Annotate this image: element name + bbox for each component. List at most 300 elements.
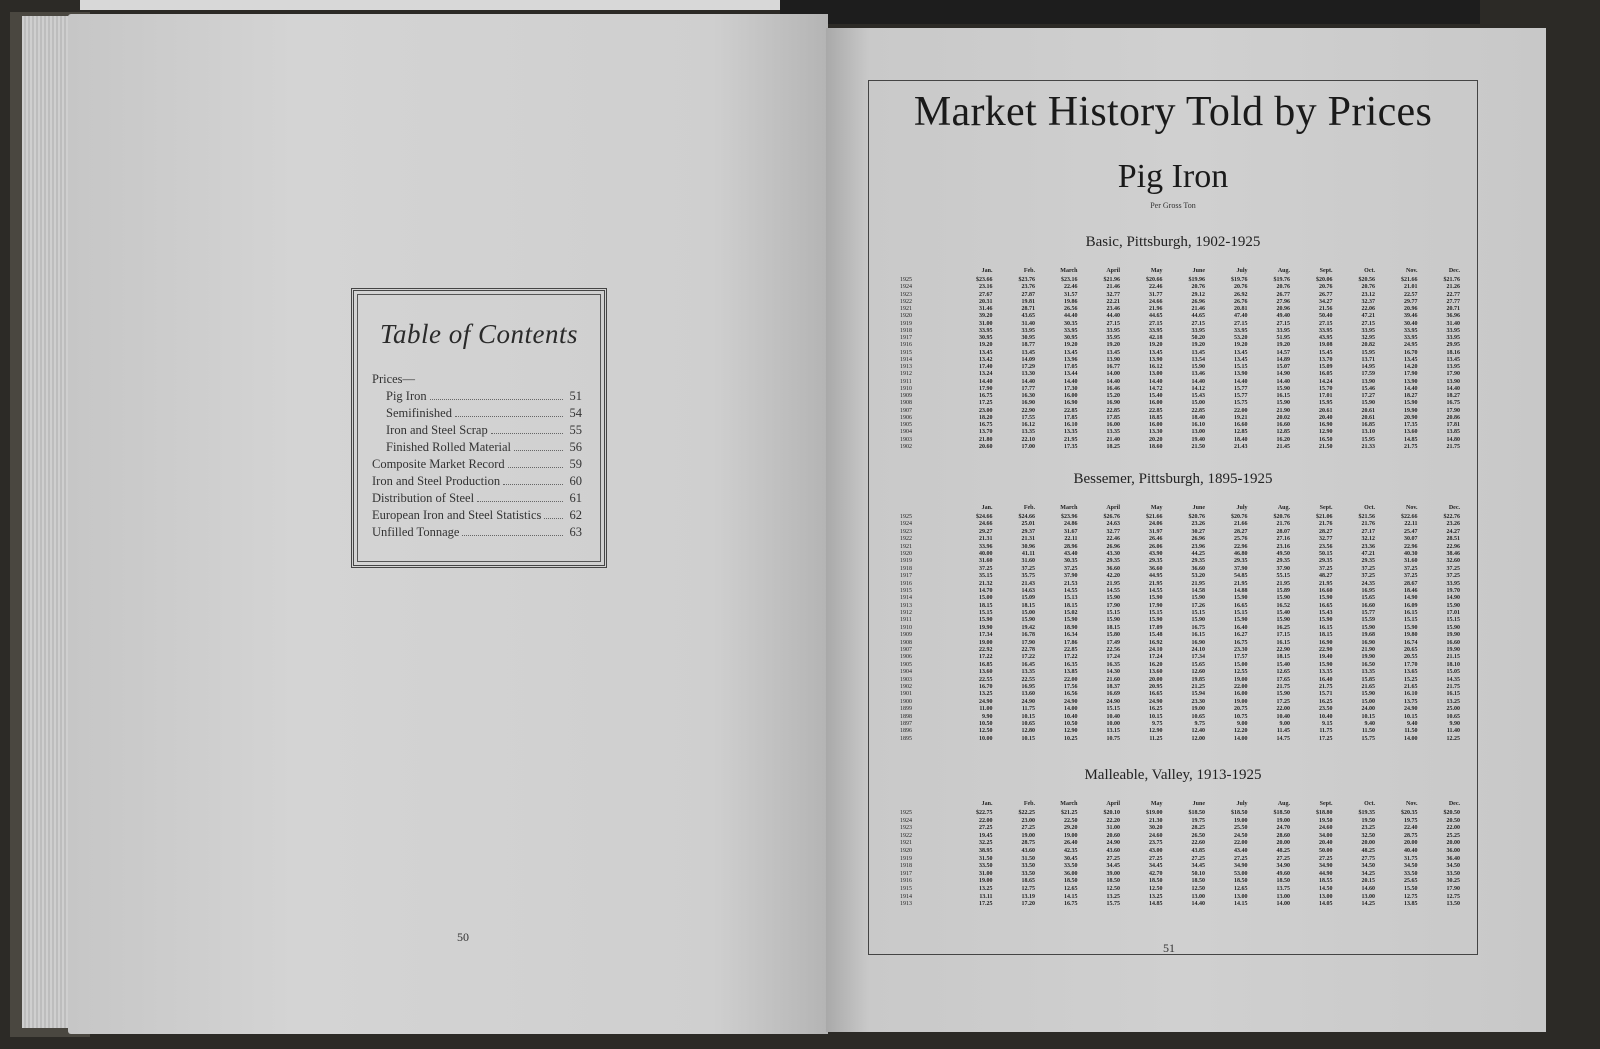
price-cell: 10.50	[1064, 720, 1078, 727]
price-cell: 43.65	[1021, 313, 1035, 320]
price-cell: 32.95	[1361, 335, 1375, 341]
price-cell: 40.00	[979, 550, 993, 557]
price-cell: 9.00	[1279, 720, 1290, 727]
price-cell: 15.00	[1191, 400, 1205, 407]
toc-leader-dots	[544, 518, 563, 519]
row-year: 1924	[900, 521, 912, 528]
toc-entry	[372, 473, 582, 490]
row-year: 1899	[900, 706, 912, 713]
price-cell: 20.61	[1361, 414, 1375, 421]
table-row	[900, 536, 1460, 543]
table-row	[900, 444, 1460, 451]
price-cell: 14.12	[1191, 385, 1205, 392]
price-cell: 23.16	[1276, 543, 1290, 550]
price-cell: 15.95	[1361, 349, 1375, 356]
price-cell: 24.86	[1064, 521, 1078, 528]
price-cell: 13.35	[1064, 429, 1078, 436]
price-cell: 27.25	[1021, 825, 1035, 832]
price-cell: 15.00	[1021, 610, 1035, 617]
price-cell: 16.27	[1234, 632, 1248, 639]
price-cell: 17.29	[1021, 364, 1035, 370]
price-cell: 34.45	[1191, 863, 1205, 870]
price-cell: $21.66	[1146, 514, 1163, 520]
price-cell: 24.90	[1106, 698, 1120, 705]
price-cell: 54.85	[1234, 573, 1248, 580]
price-cell: $21.25	[1061, 810, 1078, 816]
price-cell: 50.15	[1319, 550, 1333, 557]
toc-entry-label: Composite Market Record	[372, 457, 505, 471]
price-cell: 15.00	[1234, 661, 1248, 668]
price-cell: 22.50	[1064, 817, 1078, 824]
price-cell: 14.90	[1404, 595, 1418, 602]
row-year: 1903	[900, 676, 912, 683]
price-cell: 16.50	[1319, 436, 1333, 443]
price-cell: 43.95	[1319, 335, 1333, 341]
right-page-number: 51	[1163, 941, 1175, 955]
price-cell: 13.90	[1404, 378, 1418, 385]
price-cell: 47.40	[1234, 313, 1248, 320]
price-cell: 20.00	[1404, 840, 1418, 847]
table-row	[900, 306, 1460, 313]
price-cell: 20.60	[979, 443, 993, 450]
price-cell: 19.00	[1191, 706, 1205, 713]
price-cell: 17.90	[1149, 602, 1163, 609]
price-cell: 14.40	[1446, 385, 1460, 392]
price-cell: 33.95	[1404, 335, 1418, 341]
row-year: 1914	[900, 356, 912, 363]
price-cell: 15.40	[1276, 610, 1290, 617]
price-cell: 30.95	[979, 335, 993, 341]
price-cell: 13.50	[1446, 901, 1460, 908]
price-cell: 24.60	[1319, 825, 1333, 832]
price-cell: 10.15	[1361, 713, 1375, 720]
price-cell: 20.96	[1276, 306, 1290, 312]
price-cell: 17.22	[979, 654, 993, 661]
section-title-basic: Basic, Pittsburgh, 1902-1925	[1085, 234, 1261, 250]
price-cell: 21.46	[1106, 284, 1120, 291]
price-cell: 36.00	[1064, 870, 1078, 877]
price-cell: 24.90	[1404, 706, 1418, 713]
price-cell: 11.75	[1319, 728, 1333, 735]
price-cell: $22.25	[1018, 810, 1035, 816]
price-cell: 18.20	[979, 414, 993, 421]
price-cell: 32.60	[1446, 558, 1460, 565]
toc-leader-dots	[491, 433, 563, 434]
price-cell: 15.15	[1106, 610, 1120, 617]
price-cell: $23.66	[976, 277, 993, 283]
price-cell: 24.60	[1149, 832, 1163, 839]
price-cell: 21.15	[1446, 654, 1460, 661]
price-cell: 15.70	[1319, 385, 1333, 392]
price-cell: 12.90	[1319, 429, 1333, 436]
month-header: Dec.	[1448, 505, 1460, 511]
price-cell: 21.50	[1319, 443, 1333, 450]
table-row	[900, 422, 1460, 429]
price-cell: 12.80	[1021, 728, 1035, 735]
price-cell: 19.68	[1361, 632, 1375, 639]
month-header: Oct.	[1364, 801, 1375, 807]
price-cell: 22.46	[1149, 284, 1163, 291]
price-cell: 14.24	[1319, 378, 1333, 385]
price-cell: 15.90	[1276, 691, 1290, 698]
price-cell: 21.76	[1276, 521, 1290, 528]
price-cell: 21.95	[1276, 580, 1290, 587]
price-cell: 42.35	[1064, 847, 1078, 854]
price-cell: 43.90	[1149, 550, 1163, 557]
price-cell: 34.25	[1361, 870, 1375, 877]
row-year: 1921	[900, 840, 912, 847]
table-row	[900, 379, 1460, 386]
price-cell: 18.50	[1276, 878, 1290, 885]
price-cell: $18.50	[1231, 810, 1248, 816]
toc-entry	[372, 388, 582, 405]
row-year: 1920	[900, 313, 912, 320]
month-header: June	[1192, 801, 1205, 807]
row-year: 1909	[900, 632, 912, 639]
price-cell: 41.11	[1021, 550, 1035, 557]
price-cell: 21.75	[1446, 443, 1460, 450]
price-cell: 33.50	[1064, 863, 1078, 870]
price-cell: 10.75	[1106, 735, 1120, 742]
price-cell: 26.77	[1319, 291, 1333, 298]
price-cell: 44.40	[1106, 313, 1120, 320]
price-cell: 27.15	[1234, 320, 1248, 327]
price-cell: 22.78	[1021, 647, 1035, 654]
price-cell: 31.60	[1404, 558, 1418, 565]
price-cell: 14.60	[1361, 885, 1375, 892]
price-cell: 13.00	[1276, 893, 1290, 900]
unit-note: Per Gross Ton	[1150, 201, 1196, 210]
price-cell: 14.40	[1234, 378, 1248, 385]
price-cell: 19.20	[1191, 342, 1205, 349]
price-cell: 10.40	[1276, 713, 1290, 720]
price-cell: 22.57	[1404, 291, 1418, 298]
price-cell: 15.43	[1191, 393, 1205, 399]
price-cell: 19.00	[1021, 832, 1035, 839]
price-cell: 17.90	[979, 385, 993, 392]
price-cell: 24.66	[979, 521, 993, 528]
price-cell: 33.50	[1021, 863, 1035, 870]
price-cell: 19.75	[1404, 817, 1418, 824]
year-column-header	[900, 505, 950, 514]
price-cell: 16.69	[1106, 691, 1120, 698]
price-cell: 12.90	[1149, 728, 1163, 735]
price-cell: 24.90	[1064, 698, 1078, 705]
row-year: 1918	[900, 565, 912, 572]
price-cell: 16.65	[1149, 691, 1163, 698]
price-cell: 11.45	[1276, 728, 1290, 735]
price-cell: 19.00	[979, 878, 993, 885]
price-cell: 16.65	[1234, 602, 1248, 609]
price-cell: 15.15	[1149, 610, 1163, 617]
price-cell: 33.95	[1446, 580, 1460, 587]
price-cell: 27.77	[1446, 298, 1460, 305]
row-year: 1912	[900, 610, 912, 617]
price-cell: 16.77	[1106, 364, 1120, 370]
table-row	[900, 581, 1460, 588]
price-cell: 14.70	[979, 587, 993, 594]
price-cell: 15.95	[1361, 436, 1375, 443]
price-cell: 25.25	[1446, 832, 1460, 839]
table-header-row	[900, 801, 1460, 810]
price-cell: 39.20	[979, 313, 993, 320]
price-cell: 31.77	[1149, 291, 1163, 298]
price-cell: 15.65	[1191, 661, 1205, 668]
price-cell: 23.26	[1446, 521, 1460, 528]
price-cell: 18.50	[1149, 878, 1163, 885]
price-cell: 49.50	[1276, 550, 1290, 557]
price-cell: 15.90	[1446, 602, 1460, 609]
row-year: 1904	[900, 669, 912, 676]
price-cell: 14.40	[1021, 378, 1035, 385]
left-page-number: 50	[457, 930, 469, 944]
price-cell: 33.95	[1361, 327, 1375, 334]
price-cell: 15.07	[1276, 364, 1290, 370]
toc-leader-dots	[514, 450, 563, 451]
price-cell: 13.25	[979, 691, 993, 698]
price-cell: 34.90	[1276, 863, 1290, 870]
price-cell: 24.35	[1361, 580, 1375, 587]
price-cell: 10.25	[1064, 735, 1078, 742]
row-year: 1913	[900, 602, 912, 609]
price-cell: 24.06	[1149, 521, 1163, 528]
price-cell: 22.56	[1106, 647, 1120, 654]
price-cell: 13.25	[1106, 893, 1120, 900]
price-cell: 13.60	[979, 669, 993, 676]
price-cell: 34.45	[1149, 863, 1163, 870]
row-year: 1921	[900, 306, 912, 312]
price-cell: 17.77	[1021, 385, 1035, 392]
price-cell: 17.20	[1021, 901, 1035, 908]
price-cell: 15.59	[1361, 617, 1375, 624]
row-year: 1915	[900, 349, 912, 356]
price-cell: 13.45	[1404, 356, 1418, 363]
table-of-contents-box	[351, 288, 607, 568]
price-cell: 19.00	[1234, 676, 1248, 683]
price-cell: 34.50	[1446, 863, 1460, 870]
price-cell: 51.95	[1276, 335, 1290, 341]
price-cell: 16.10	[1404, 691, 1418, 698]
table-row	[900, 415, 1460, 422]
price-cell: 15.46	[1361, 385, 1375, 392]
price-cell: 33.96	[979, 543, 993, 550]
month-header: July	[1236, 268, 1248, 274]
price-cell: $21.76	[1443, 277, 1460, 283]
month-header: April	[1106, 268, 1120, 274]
month-header: Nov.	[1405, 505, 1418, 511]
price-cell: 13.00	[1149, 371, 1163, 378]
price-cell: 22.55	[1021, 676, 1035, 683]
price-cell: 29.35	[1149, 558, 1163, 565]
price-cell: 22.77	[1446, 291, 1460, 298]
row-year: 1923	[900, 825, 912, 832]
price-cell: 30.20	[1149, 825, 1163, 832]
price-cell: 13.90	[1446, 378, 1460, 385]
row-year: 1908	[900, 400, 912, 407]
price-cell: 17.85	[1064, 414, 1078, 421]
price-cell: 28.27	[1234, 528, 1248, 535]
toc-leader-dots	[503, 484, 563, 485]
table-row	[900, 566, 1460, 573]
price-cell: 22.00	[1446, 825, 1460, 832]
price-cell: $20.76	[1231, 514, 1248, 520]
table-row	[900, 810, 1460, 818]
price-cell: $20.76	[1273, 514, 1290, 520]
toc-entry	[372, 371, 582, 388]
price-cell: 16.50	[1361, 661, 1375, 668]
row-year: 1925	[900, 810, 912, 816]
price-cell: 37.25	[1021, 565, 1035, 572]
price-cell: 33.95	[1276, 327, 1290, 334]
price-cell: 20.76	[1191, 284, 1205, 291]
price-cell: 16.00	[1149, 400, 1163, 407]
price-cell: 24.27	[1446, 528, 1460, 535]
price-cell: 21.01	[1404, 284, 1418, 291]
price-cell: 24.10	[1191, 647, 1205, 654]
price-cell: $23.96	[1061, 514, 1078, 520]
price-cell: 9.40	[1407, 720, 1418, 727]
price-cell: 48.27	[1319, 573, 1333, 580]
price-cell: 13.54	[1191, 356, 1205, 363]
price-cell: 14.55	[1064, 587, 1078, 594]
row-year: 1906	[900, 414, 912, 421]
price-cell: 22.96	[1234, 543, 1248, 550]
price-cell: 13.85	[1446, 429, 1460, 436]
price-cell: 20.15	[1361, 878, 1375, 885]
price-cell: 19.90	[979, 624, 993, 631]
price-cell: 37.25	[1446, 565, 1460, 572]
price-cell: 23.76	[1021, 284, 1035, 291]
price-cell: 15.90	[1319, 661, 1333, 668]
row-year: 1916	[900, 342, 912, 349]
price-cell: 14.57	[1276, 349, 1290, 356]
price-cell: 13.60	[1404, 429, 1418, 436]
price-cell: 21.30	[1149, 817, 1163, 824]
price-cell: 37.25	[979, 565, 993, 572]
price-cell: 15.13	[1064, 595, 1078, 602]
price-cell: 14.58	[1191, 587, 1205, 594]
price-cell: 19.00	[1234, 698, 1248, 705]
month-header: Feb.	[1023, 505, 1035, 511]
price-cell: 18.15	[1276, 654, 1290, 661]
price-cell: 17.09	[1149, 624, 1163, 631]
price-cell: 13.45	[1149, 349, 1163, 356]
price-cell: 13.46	[1191, 371, 1205, 378]
row-year: 1908	[900, 639, 912, 646]
price-cell: 24.90	[1149, 698, 1163, 705]
price-cell: 21.90	[1276, 407, 1290, 414]
price-cell: 13.70	[1319, 356, 1333, 363]
price-cell: 31.60	[1021, 558, 1035, 565]
price-cell: 13.10	[1361, 429, 1375, 436]
month-header: Oct.	[1364, 268, 1375, 274]
table-row	[900, 691, 1460, 698]
price-cell: 20.20	[1149, 436, 1163, 443]
price-cell: $21.06	[1316, 514, 1333, 520]
table-row	[900, 603, 1460, 610]
price-cell: 19.00	[1064, 832, 1078, 839]
price-cell: 17.25	[979, 400, 993, 407]
price-cell: 21.65	[1404, 683, 1418, 690]
price-cell: 22.21	[1106, 298, 1120, 305]
price-cell: 34.50	[1361, 863, 1375, 870]
price-cell: 26.50	[1191, 832, 1205, 839]
price-cell: 26.40	[1064, 840, 1078, 847]
price-cell: 14.25	[1361, 901, 1375, 908]
price-cell: 15.90	[1319, 595, 1333, 602]
row-year: 1916	[900, 580, 912, 587]
price-cell: 16.05	[1319, 371, 1333, 378]
price-cell: 31.00	[979, 320, 993, 327]
price-cell: 14.40	[1191, 378, 1205, 385]
price-cell: 18.85	[1149, 414, 1163, 421]
price-cell: 34.00	[1319, 832, 1333, 839]
price-cell: 16.75	[1064, 901, 1078, 908]
row-year: 1910	[900, 385, 912, 392]
price-cell: 29.12	[1191, 291, 1205, 298]
table-row	[900, 357, 1460, 364]
price-cell: 42.20	[1106, 573, 1120, 580]
price-cell: 36.40	[1446, 855, 1460, 862]
row-year: 1912	[900, 371, 912, 378]
price-cell: 16.00	[1234, 691, 1248, 698]
price-cell: 21.56	[1319, 306, 1333, 312]
price-cell: 44.65	[1191, 313, 1205, 320]
price-cell: 15.02	[1064, 610, 1078, 617]
month-header: Dec.	[1448, 801, 1460, 807]
price-cell: 17.15	[1276, 632, 1290, 639]
price-cell: 33.95	[1234, 327, 1248, 334]
price-cell: 14.40	[1149, 378, 1163, 385]
price-cell: 43.40	[1234, 847, 1248, 854]
row-year: 1914	[900, 595, 912, 602]
toc-entry-page: 61	[569, 491, 582, 505]
price-cell: 43.85	[1191, 847, 1205, 854]
row-year: 1914	[900, 893, 912, 900]
price-cell: 16.15	[1191, 632, 1205, 639]
price-cell: 19.21	[1234, 414, 1248, 421]
price-cell: $21.56	[1358, 514, 1375, 520]
price-cell: 17.35	[1064, 443, 1078, 450]
price-cell: 13.60	[1021, 691, 1035, 698]
price-cell: 14.30	[1106, 669, 1120, 676]
table-row	[900, 871, 1460, 879]
price-cell: $22.66	[1401, 514, 1418, 520]
price-cell: 16.09	[1404, 602, 1418, 609]
price-cell: 18.15	[1106, 624, 1120, 631]
price-cell: 20.00	[1276, 840, 1290, 847]
row-year: 1913	[900, 364, 912, 370]
price-cell: 28.51	[1446, 536, 1460, 543]
price-cell: 22.46	[1106, 536, 1120, 543]
price-cell: 21.43	[1021, 580, 1035, 587]
price-cell: 33.50	[1446, 870, 1460, 877]
price-cell: 19.00	[979, 639, 993, 646]
price-cell: 25.65	[1404, 878, 1418, 885]
price-cell: $19.96	[1188, 277, 1205, 283]
price-cell: 22.85	[1191, 407, 1205, 414]
price-cell: $24.66	[1018, 514, 1035, 520]
price-cell: 33.50	[979, 863, 993, 870]
price-cell: 31.50	[979, 855, 993, 862]
price-cell: 15.15	[1404, 617, 1418, 624]
table-row	[900, 595, 1460, 602]
price-cell: 16.85	[1361, 422, 1375, 428]
price-cell: 16.46	[1106, 385, 1120, 392]
month-header: April	[1106, 801, 1120, 807]
price-cell: 20.65	[1404, 647, 1418, 654]
price-cell: 27.25	[1191, 855, 1205, 862]
